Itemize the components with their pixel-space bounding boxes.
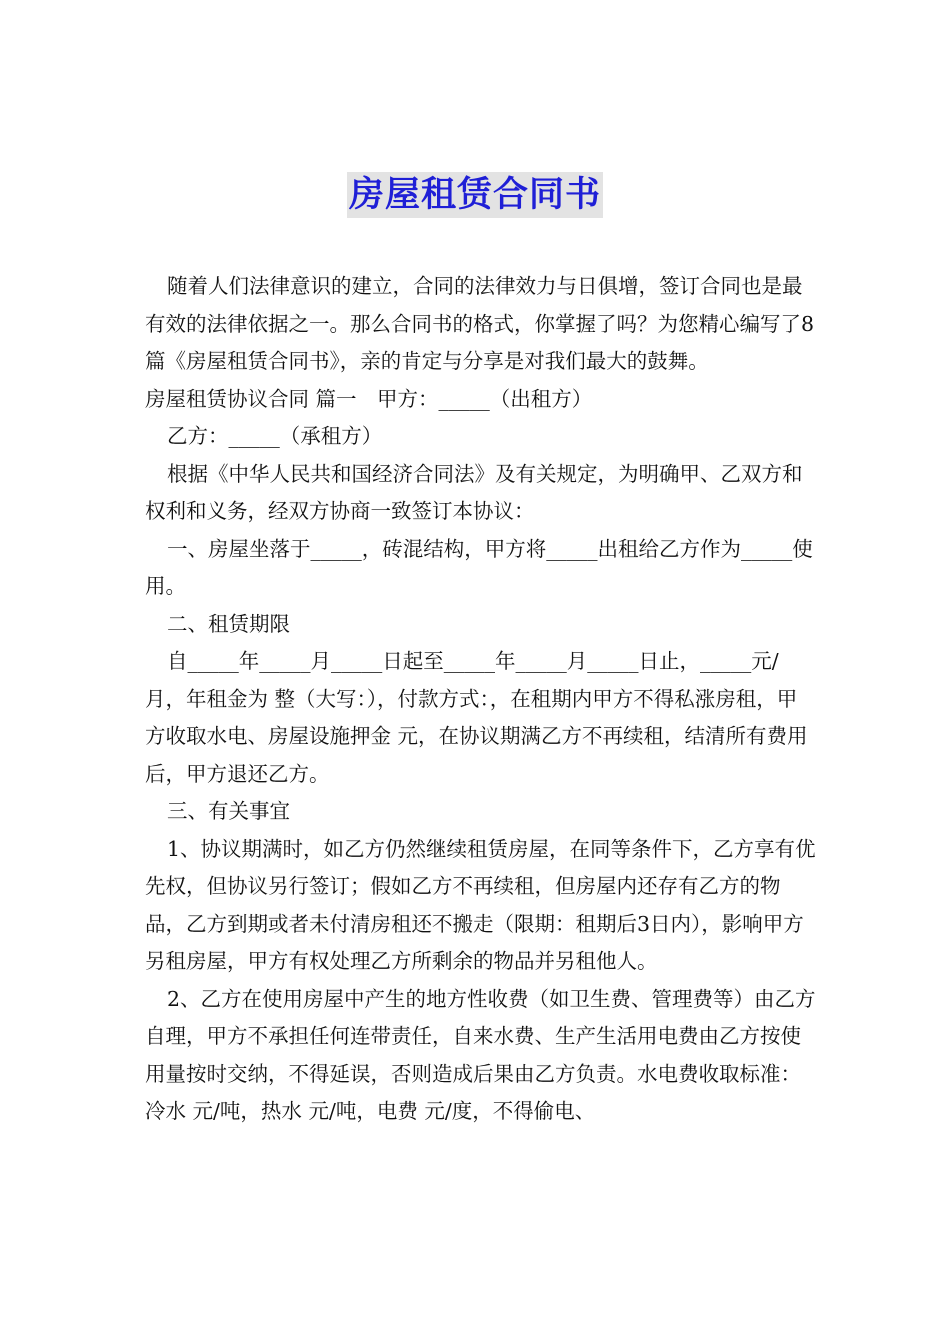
intro-paragraph: 随着人们法律意识的建立，合同的法律效力与日俱增，签订合同也是最有效的法律依据之一。那么合同书的格式，你掌握了吗？为您精心编写了8篇《房屋租赁合同书》，亲的肯定与分享是对我们最大的鼓舞。 — [145, 274, 815, 373]
basis-paragraph: 根据《中华人民共和国经济合同法》及有关规定，为明确甲、乙双方和权利和义务，经双方协商一致签订本协议： — [145, 461, 803, 523]
clause-1-location: 一、房屋坐落于_____，砖混结构，甲方将_____出租给乙方作为_____使用。 — [145, 536, 813, 598]
item-1-paragraph: 1、协议期满时，如乙方仍然继续租赁房屋，在同等条件下，乙方享有优先权，但协议另行签订；假如乙方不再续租，但房屋内还存有乙方的物品，乙方到期或者未付清房租还不搬走（限期：租期后3日内），影响甲方另租房屋，甲方有权处理乙方所剩余的物品并另租他人。 — [145, 836, 816, 973]
clause-2-heading: 二、租赁期限 — [167, 611, 290, 636]
document-body — [145, 268, 817, 1131]
party-b-line: 乙方：_____（承租方） — [167, 424, 383, 448]
title-container — [0, 172, 950, 218]
contract-heading-party-a: 房屋租赁协议合同 篇一 甲方：_____（出租方） — [145, 386, 593, 411]
item-2-paragraph: 2、乙方在使用房屋中产生的地方性收费（如卫生费、管理费等）由乙方自理，甲方不承担任何连带责任，自来水费、生产生活用电费由乙方按使用量按时交纳，不得延误，否则造成后果由乙方负责。水电费收取标准：冷水 元/吨，热水 元/吨，电费 元/度，不得偷电、 — [145, 986, 816, 1123]
lease-term-paragraph: 自_____年_____月_____日起至_____年_____月_____日止，_____元/月，年租金为 整（大写：），付款方式：，在租期内甲方不得私涨房租，甲方收取水电、房屋设施押金 元，在协议期满乙方不再续租，结清所有费用后，甲方退还乙方。 — [145, 649, 808, 786]
clause-3-heading: 三、有关事宜 — [167, 799, 290, 823]
document-title: 房屋租赁合同书 — [347, 172, 603, 218]
